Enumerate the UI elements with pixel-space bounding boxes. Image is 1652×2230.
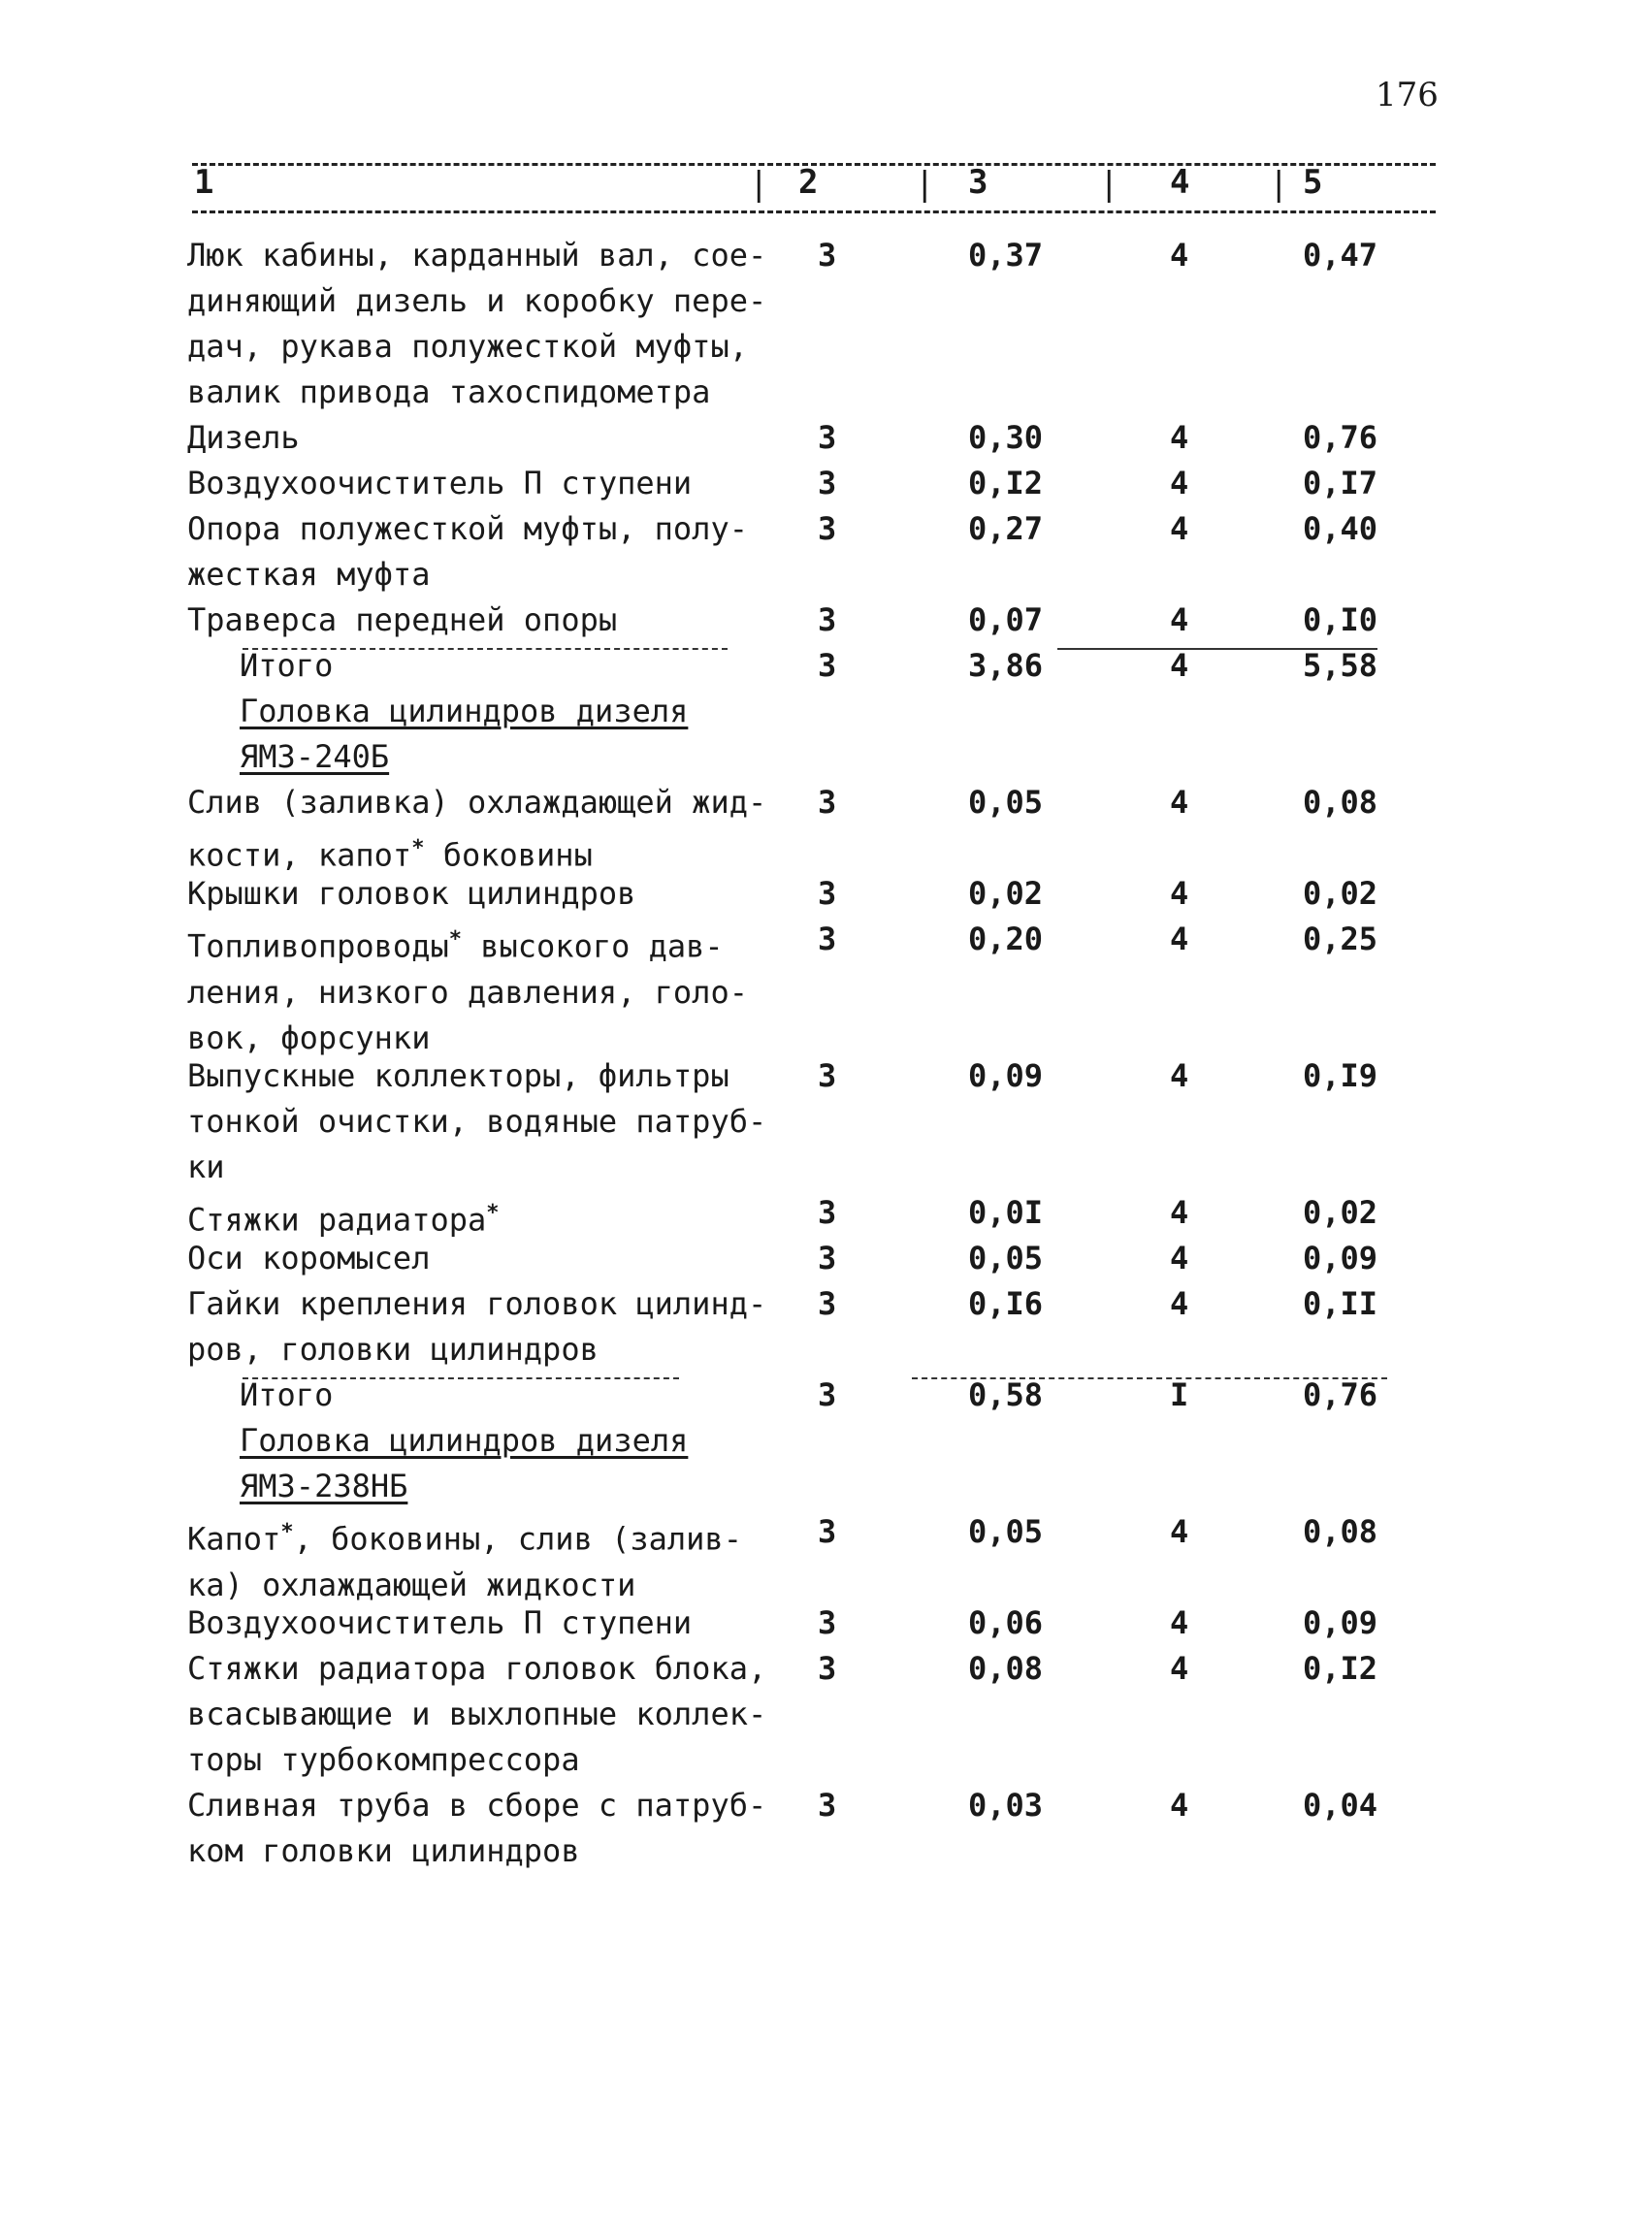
cell-col2: 3 xyxy=(818,419,837,456)
cell-col5: 0,09 xyxy=(1303,1240,1378,1277)
cell-col2: 3 xyxy=(818,921,837,957)
row-description: Стяжки радиатора головок блока, всасывающие и выхлопные коллек- торы турбокомпрессора xyxy=(187,1650,767,1778)
row-description: Люк кабины, карданный вал, сое- диняющий дизель и коробку пере- дач, рукава полужесткой муфты, валик привода тахоспидометра xyxy=(187,237,767,410)
cell-col5: 0,09 xyxy=(1303,1604,1378,1641)
cell-col4: 4 xyxy=(1170,1513,1189,1550)
cell-col2: 3 xyxy=(818,1650,837,1687)
cell-col2: 3 xyxy=(818,1194,837,1231)
header-sep: | xyxy=(1269,165,1289,204)
row-description: Слив (заливка) охлаждающей жид- кости, капот* боковины xyxy=(187,784,767,874)
header-col-3: 3 xyxy=(968,163,988,202)
cell-col3: 0,37 xyxy=(968,237,1044,274)
cell-col4: 4 xyxy=(1170,601,1189,638)
cell-col3: 0,I2 xyxy=(968,465,1044,501)
cell-col4: 4 xyxy=(1170,1787,1189,1824)
cell-col4: 4 xyxy=(1170,784,1189,821)
header-col-5: 5 xyxy=(1303,163,1323,202)
cell-col3: 0,27 xyxy=(968,510,1044,547)
cell-col2: 3 xyxy=(818,1057,837,1094)
cell-col3: 0,05 xyxy=(968,1513,1044,1550)
row-description: Гайки крепления головок цилинд- ров, головки цилиндров xyxy=(187,1285,767,1368)
cell-col3: 0,30 xyxy=(968,419,1044,456)
cell-col4: 4 xyxy=(1170,1650,1189,1687)
header-sep: | xyxy=(1099,165,1119,204)
cell-col4: 4 xyxy=(1170,647,1189,684)
cell-col2: 3 xyxy=(818,1285,837,1322)
cell-col4: 4 xyxy=(1170,1285,1189,1322)
cell-col4: 4 xyxy=(1170,465,1189,501)
cell-col5: 0,I0 xyxy=(1303,601,1378,638)
row-description: Траверса передней опоры xyxy=(187,601,618,638)
cell-col2: 3 xyxy=(818,1604,837,1641)
footnote-star: * xyxy=(486,1201,500,1225)
header-sep: | xyxy=(749,165,769,204)
row-description: Дизель xyxy=(187,419,300,456)
header-col-4: 4 xyxy=(1170,163,1190,202)
cell-col3: 0,I6 xyxy=(968,1285,1044,1322)
cell-col5: 0,47 xyxy=(1303,237,1378,274)
section-title: Головка цилиндров дизеля ЯМЗ-238НБ xyxy=(240,1422,689,1504)
cell-col5: 0,02 xyxy=(1303,875,1378,912)
cell-col3: 0,05 xyxy=(968,1240,1044,1277)
cell-col3: 3,86 xyxy=(968,647,1044,684)
cell-col3: 0,03 xyxy=(968,1787,1044,1824)
cell-col5: 0,76 xyxy=(1303,419,1378,456)
row-description: Воздухоочиститель П ступени xyxy=(187,1604,693,1641)
cell-col4: I xyxy=(1170,1376,1189,1413)
cell-col4: 4 xyxy=(1170,1194,1189,1231)
row-description: Оси коромысел xyxy=(187,1240,431,1277)
cell-col5: 0,I7 xyxy=(1303,465,1378,501)
cell-col4: 4 xyxy=(1170,510,1189,547)
header-sep: | xyxy=(915,165,935,204)
cell-col4: 4 xyxy=(1170,1604,1189,1641)
cell-col4: 4 xyxy=(1170,237,1189,274)
cell-col4: 4 xyxy=(1170,875,1189,912)
cell-col5: 0,04 xyxy=(1303,1787,1378,1824)
cell-col4: 4 xyxy=(1170,921,1189,957)
header-rule-bottom xyxy=(192,210,1436,213)
cell-col3: 0,0I xyxy=(968,1194,1044,1231)
cell-col5: 0,II xyxy=(1303,1285,1378,1322)
page-number: 176 xyxy=(1376,76,1439,114)
cell-col2: 3 xyxy=(818,784,837,821)
cell-col3: 0,20 xyxy=(968,921,1044,957)
cell-col3: 0,09 xyxy=(968,1057,1044,1094)
cell-col2: 3 xyxy=(818,510,837,547)
cell-col2: 3 xyxy=(818,1240,837,1277)
cell-col2: 3 xyxy=(818,237,837,274)
cell-col3: 0,58 xyxy=(968,1376,1044,1413)
cell-col2: 3 xyxy=(818,1376,837,1413)
row-description: Воздухоочиститель П ступени xyxy=(187,465,693,501)
row-description: Сливная труба в сборе с патруб- ком головки цилиндров xyxy=(187,1787,767,1869)
cell-col2: 3 xyxy=(818,1513,837,1550)
cell-col5: 0,08 xyxy=(1303,1513,1378,1550)
cell-col5: 0,I9 xyxy=(1303,1057,1378,1094)
total-label: Итого xyxy=(240,647,334,684)
row-description: Капот*, боковины, слив (залив- ка) охлаждающей жидкости xyxy=(187,1520,742,1603)
cell-col2: 3 xyxy=(818,1787,837,1824)
cell-col4: 4 xyxy=(1170,1240,1189,1277)
cell-col5: 0,76 xyxy=(1303,1376,1378,1413)
row-description: Выпускные коллекторы, фильтры тонкой очистки, водяные патруб- ки xyxy=(187,1057,767,1185)
cell-col5: 5,58 xyxy=(1303,647,1378,684)
footnote-star: * xyxy=(448,927,462,952)
row-description: Стяжки радиатора* xyxy=(187,1201,500,1239)
cell-col4: 4 xyxy=(1170,1057,1189,1094)
cell-col3: 0,05 xyxy=(968,784,1044,821)
row-description: Крышки головок цилиндров xyxy=(187,875,636,912)
header-col-1: 1 xyxy=(194,163,214,202)
footnote-star: * xyxy=(411,836,425,860)
cell-col5: 0,I2 xyxy=(1303,1650,1378,1687)
section-title: Головка цилиндров дизеля ЯМЗ-240Б xyxy=(240,693,689,775)
row-description: Опора полужесткой муфты, полу- жесткая муфта xyxy=(187,510,748,593)
cell-col3: 0,07 xyxy=(968,601,1044,638)
cell-col5: 0,40 xyxy=(1303,510,1378,547)
cell-col3: 0,06 xyxy=(968,1604,1044,1641)
row-description: Топливопроводы* высокого дав- ления, низкого давления, голо- вок, форсунки xyxy=(187,927,748,1056)
cell-col3: 0,08 xyxy=(968,1650,1044,1687)
cell-col3: 0,02 xyxy=(968,875,1044,912)
cell-col2: 3 xyxy=(818,601,837,638)
footnote-star: * xyxy=(280,1520,294,1544)
cell-col2: 3 xyxy=(818,875,837,912)
header-col-2: 2 xyxy=(798,163,819,202)
cell-col5: 0,02 xyxy=(1303,1194,1378,1231)
cell-col5: 0,25 xyxy=(1303,921,1378,957)
cell-col2: 3 xyxy=(818,647,837,684)
total-label: Итого xyxy=(240,1376,334,1413)
cell-col5: 0,08 xyxy=(1303,784,1378,821)
cell-col4: 4 xyxy=(1170,419,1189,456)
cell-col2: 3 xyxy=(818,465,837,501)
